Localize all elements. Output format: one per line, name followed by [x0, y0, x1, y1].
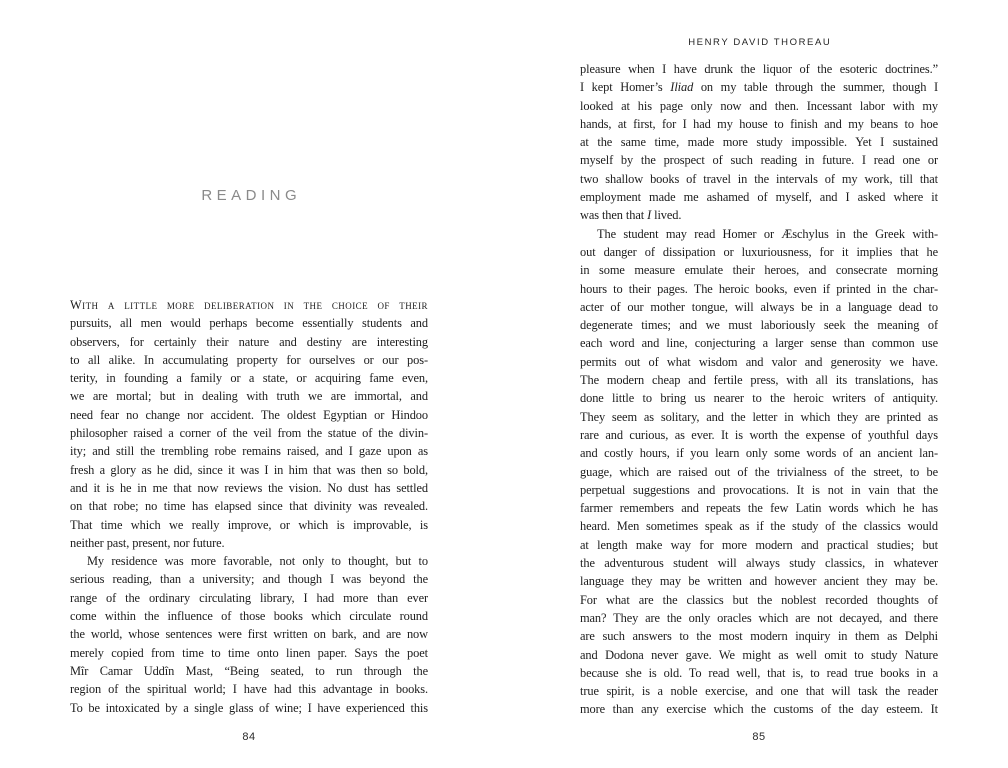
text-line: come within the influence of those books which circulate round: [70, 609, 428, 624]
text-line: pursuits, all men would perhaps become essentially students and: [70, 316, 428, 331]
left-page-number: 84: [242, 731, 256, 743]
text-line: pleasure when I have drunk the liquor of the esoteric doctrines.”: [580, 62, 938, 76]
text-line: rare and curious, as ever. It is worth the expense of youthful days: [580, 427, 938, 442]
text-line: That time which we really improve, or which is improvable, is: [70, 517, 428, 532]
text-line: The modern cheap and fertile press, with all its translations, has: [580, 373, 938, 388]
text-line: degenerate times; and we must laboriously seek the meaning of: [580, 318, 938, 333]
text-line: myself by the prospect of such reading in future. I read one or: [580, 153, 938, 168]
text-line: ity; and still the trembling robe remains raised, and I gaze upon as: [70, 444, 428, 459]
text-line: out danger of dissipation or luxuriousness, for it implies that he: [580, 244, 938, 259]
text-line: fresh a glory as he did, since it was I in him that was then so bold,: [70, 462, 428, 477]
text-line: For what are the classics but the noblest recorded thoughts of: [580, 592, 938, 607]
text-line: looked at his page only now and then. Incessant labor with my: [580, 98, 938, 113]
text-line: neither past, present, nor future.: [70, 535, 225, 550]
chapter-title: READING: [201, 187, 302, 204]
text-line: the adventurous student will always study classics, in whatever: [580, 556, 938, 571]
text-line: hours to their pages. The heroic books, even if printed in the char-: [580, 281, 938, 296]
text-line: philosopher raised a corner of the veil from the statue of the divin-: [70, 426, 428, 441]
text-line: merely copied from time to time onto linen paper. Says the poet: [70, 645, 428, 660]
text-line: to all alike. In accumulating property for ourselves or our pos-: [70, 352, 428, 367]
text-line: My residence was more favorable, not only to thought, but to: [87, 554, 428, 569]
text-line: man? They are the only oracles which are not decayed, and there: [580, 610, 938, 625]
text-line: true spirit, is a noble exercise, and one that will task the reader: [580, 684, 938, 699]
text-line: each word and line, conjecturing a larger sense than common use: [580, 336, 938, 351]
text-line: and costly hours, if you learn only some words of an ancient lan-: [580, 446, 938, 461]
text-line: was then that I lived.: [580, 208, 682, 223]
text-line: range of the ordinary circulating library, I had more than ever: [70, 590, 428, 605]
text-line: I kept Homer’s Iliad on my table through the summer, though I: [580, 80, 938, 95]
text-line: They seem as solitary, and the letter in which they are printed as: [580, 409, 938, 424]
right-page-body: [580, 60, 938, 719]
text-line: acter of our mother tongue, will always be in a language dead to: [580, 299, 938, 314]
text-line: farmer remembers and repeats the few Latin words which he has: [580, 501, 938, 516]
text-line: region of the spiritual world; I have had this advantage in books.: [70, 682, 428, 697]
text-line: permits out of what wisdom and valor and generosity we have.: [580, 354, 938, 369]
text-line: hands, at first, for I had my house to finish and my beans to hoe: [580, 116, 938, 131]
right-page-number: 85: [752, 731, 766, 743]
text-line: perpetual suggestions and provocations. It is not in vain that the: [580, 482, 938, 497]
text-line: To be intoxicated by a single glass of wine; I have experienced this: [70, 700, 428, 715]
text-line: the world, whose sentences were first written on bark, and are now: [70, 627, 428, 642]
text-line: in some measure emulate their heroes, and consecrate morning: [580, 263, 938, 278]
text-line: done little to bring us nearer to the heroic writers of antiquity.: [580, 391, 938, 406]
text-line: more than any exercise which the customs of the day esteem. It: [580, 702, 938, 717]
text-line: The student may read Homer or Æschylus in the Greek with-: [597, 226, 938, 241]
text-line: With a little more deliberation in the choice of their: [70, 298, 428, 312]
running-header: HENRY DAVID THOREAU: [688, 37, 832, 48]
text-line: guage, which are raised out of the trivialness of the street, to be: [580, 464, 938, 479]
text-line: are such answers to the most modern inquiry in them as Delphi: [580, 629, 938, 644]
text-line: employment made me ashamed of myself, and I asked where it: [580, 190, 938, 205]
text-line: at the same time, made more study impossible. Yet I sustained: [580, 135, 938, 150]
text-line: on that robe; no time has elapsed since that divinity was revealed.: [70, 499, 428, 514]
text-line: need fear no change nor accident. The oldest Egyptian or Hindoo: [70, 407, 428, 422]
text-line: we are mortal; but in dealing with truth we are immortal, and: [70, 389, 428, 404]
text-line: at length make way for more modern and practical studies; but: [580, 537, 938, 552]
text-line: and it is he in me that now reviews the vision. No dust has settled: [70, 480, 428, 495]
text-line: Mîr Camar Uddîn Mast, “Being seated, to run through the: [70, 663, 428, 678]
text-line: two shallow books of travel in the intervals of my work, till that: [580, 171, 938, 186]
text-line: observers, for certainly their nature and destiny are interesting: [70, 334, 428, 349]
text-line: and Dodona never gave. We might as well omit to study Nature: [580, 647, 938, 662]
text-line: language they may be written and however ancient they may be.: [580, 574, 938, 589]
text-line: because she is old. To read well, that is, to read true books in a: [580, 665, 938, 680]
text-line: heard. Men sometimes speak as if the study of the classics would: [580, 519, 938, 534]
text-line: serious reading, than a university; and though I was beyond the: [70, 572, 428, 587]
text-line: terity, in founding a family or a state, or acquiring fame even,: [70, 371, 428, 386]
left-page-body: [70, 296, 428, 717]
